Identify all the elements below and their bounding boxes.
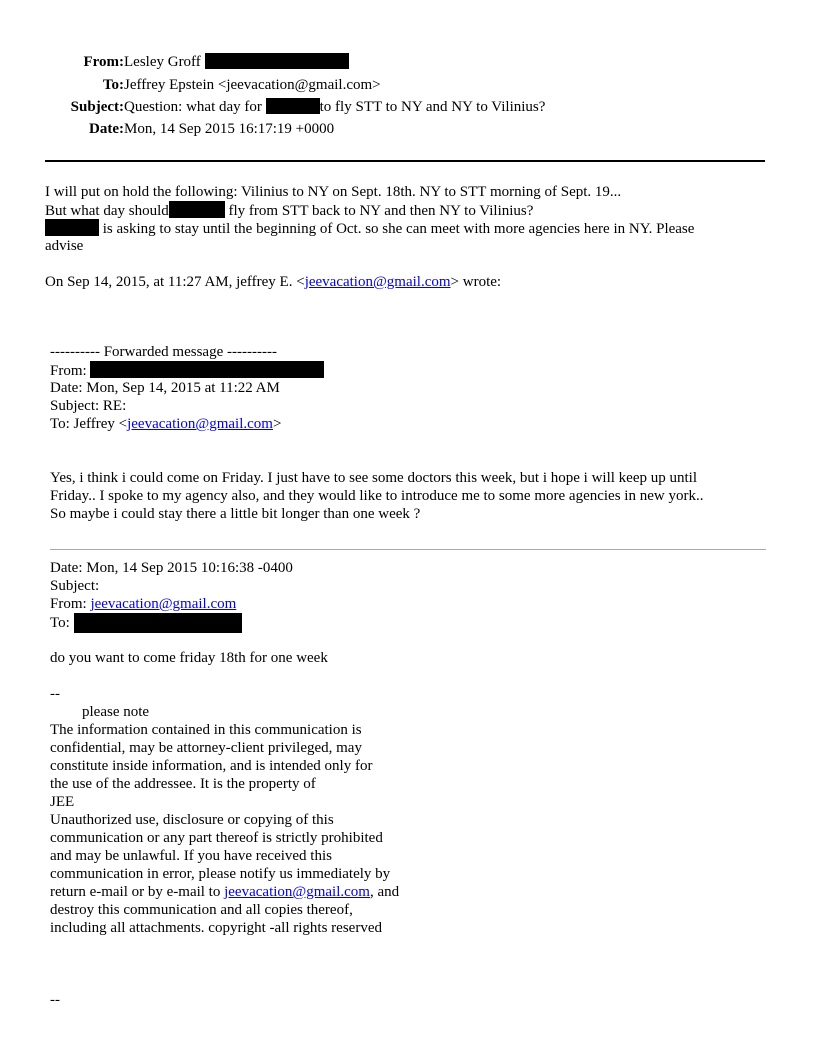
original-to-label: To: bbox=[50, 615, 70, 631]
forwarded-to bbox=[50, 415, 281, 433]
disclaimer-line: The information contained in this communication is bbox=[50, 722, 362, 738]
body-line-4: advise bbox=[45, 238, 84, 254]
email-link[interactable]: jeevacation@gmail.com bbox=[224, 884, 370, 900]
forwarded-to-pre: To: Jeffrey < bbox=[50, 416, 128, 432]
email-link[interactable]: jeevacation@gmail.com bbox=[304, 274, 451, 290]
redaction-box bbox=[169, 201, 225, 218]
signature-dash: -- bbox=[50, 686, 60, 702]
header-from-row bbox=[0, 53, 816, 75]
header-from-label: From: bbox=[83, 54, 124, 70]
original-to bbox=[50, 613, 242, 633]
disclaimer-line: JEE bbox=[50, 794, 75, 810]
forwarded-date: Date: Mon, Sep 14, 2015 at 11:22 AM bbox=[50, 380, 280, 396]
header-to-label: To: bbox=[102, 77, 124, 93]
header-subject-value bbox=[124, 98, 545, 116]
redaction-box bbox=[90, 361, 324, 378]
header-date-row bbox=[0, 120, 816, 142]
body-line-1: I will put on hold the following: Vilinius to NY on Sept. 18th. NY to STT morning of Sept. 19... bbox=[45, 184, 622, 200]
forwarded-msg-line-3: So maybe i could stay there a little bit longer than one week ? bbox=[50, 506, 421, 522]
original-from-label: From: bbox=[50, 596, 91, 612]
please-note: please note bbox=[82, 704, 150, 720]
email-link[interactable]: jeevacation@gmail.com bbox=[127, 416, 273, 432]
header-divider bbox=[45, 160, 765, 162]
forwarded-from-label: From: bbox=[50, 363, 87, 379]
header-subject-label: Subject: bbox=[70, 99, 124, 115]
forwarded-from bbox=[50, 361, 324, 380]
disclaimer-line: destroy this communication and all copies thereof, bbox=[50, 902, 353, 918]
original-date: Date: Mon, 14 Sep 2015 10:16:38 -0400 bbox=[50, 560, 293, 576]
disclaimer-line: communication or any part thereof is strictly prohibited bbox=[50, 830, 383, 846]
disclaimer-line: confidential, may be attorney-client privileged, may bbox=[50, 740, 362, 756]
email-link[interactable]: jeevacation@gmail.com bbox=[90, 596, 237, 612]
forwarded-to-post: > bbox=[272, 416, 282, 432]
disclaimer-line: Unauthorized use, disclosure or copying of this bbox=[50, 812, 334, 828]
quote-intro-post: > wrote: bbox=[450, 274, 502, 290]
body-line-3 bbox=[45, 219, 694, 238]
disclaimer-line: and may be unlawful. If you have received this bbox=[50, 848, 332, 864]
disclaimer-return-pre: return e-mail or by e-mail to bbox=[50, 884, 225, 900]
original-subject: Subject: bbox=[50, 578, 100, 594]
redaction-box bbox=[205, 53, 349, 69]
disclaimer-line: including all attachments. copyright -all rights reserved bbox=[50, 920, 382, 936]
end-dash: -- bbox=[50, 992, 60, 1008]
redaction-box bbox=[74, 613, 242, 633]
disclaimer-line bbox=[50, 883, 399, 901]
forwarded-subject: Subject: RE: bbox=[50, 398, 127, 414]
redaction-box bbox=[266, 98, 320, 114]
body-line-2-post: fly from STT back to NY and then NY to Vilinius? bbox=[228, 203, 534, 219]
body-line-2 bbox=[45, 201, 533, 220]
header-to-value: Jeffrey Epstein <jeevacation@gmail.com> bbox=[124, 77, 381, 93]
message-divider bbox=[50, 549, 766, 550]
forwarded-msg-line-2: Friday.. I spoke to my agency also, and they would like to introduce me to some more agencies in new york.. bbox=[50, 488, 704, 504]
quote-intro-pre: On Sep 14, 2015, at 11:27 AM, jeffrey E. < bbox=[45, 274, 305, 290]
original-from bbox=[50, 595, 236, 613]
disclaimer-line: the use of the addressee. It is the property of bbox=[50, 776, 316, 792]
disclaimer-line: constitute inside information, and is intended only for bbox=[50, 758, 373, 774]
header-date-value: Mon, 14 Sep 2015 16:17:19 +0000 bbox=[124, 121, 335, 137]
forwarded-msg-line-1: Yes, i think i could come on Friday. I just have to see some doctors this week, but i hope i will keep up until bbox=[50, 470, 697, 486]
header-to-row bbox=[0, 76, 816, 98]
header-from-value bbox=[124, 53, 349, 71]
forwarded-marker: ---------- Forwarded message ---------- bbox=[50, 344, 277, 360]
original-message: do you want to come friday 18th for one week bbox=[50, 650, 328, 666]
subject-post: to fly STT to NY and NY to Vilinius? bbox=[319, 99, 546, 115]
body-line-2-pre: But what day should bbox=[45, 203, 169, 219]
header-from-name: Lesley Groff bbox=[124, 54, 201, 70]
body-line-3-post: is asking to stay until the beginning of Oct. so she can meet with more agencies here in NY. Please bbox=[102, 221, 695, 237]
header-subject-row bbox=[0, 98, 816, 120]
disclaimer-line: communication in error, please notify us immediately by bbox=[50, 866, 391, 882]
subject-pre: Question: what day for bbox=[124, 99, 262, 115]
disclaimer-return-post: , and bbox=[369, 884, 400, 900]
header-date-label: Date: bbox=[89, 121, 124, 137]
quote-intro bbox=[45, 273, 501, 291]
redaction-box bbox=[45, 219, 99, 236]
